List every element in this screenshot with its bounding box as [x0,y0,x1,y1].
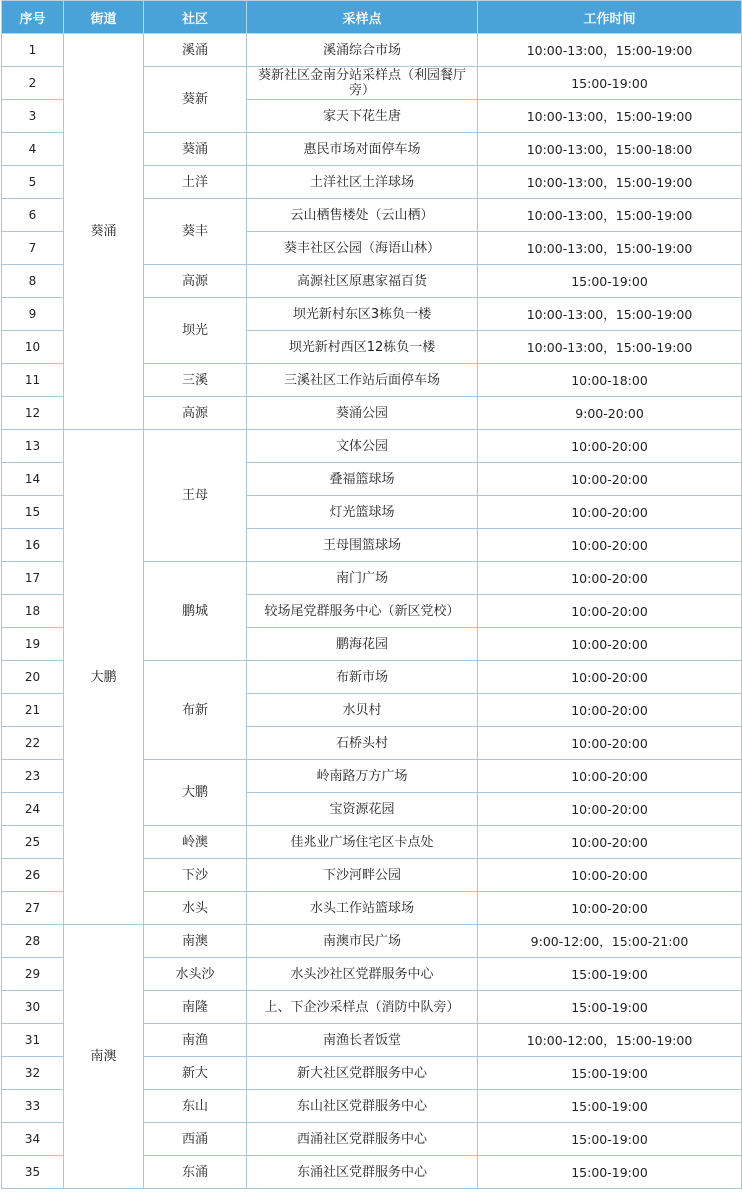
sampling-site-cell: 较场尾党群服务中心（新区党校） [247,595,478,628]
sampling-site-cell: 坝光新村东区3栋负一楼 [247,298,478,331]
community-cell: 坝光 [144,298,247,364]
row-number-cell: 19 [2,628,64,661]
sampling-site-cell: 家天下花生唐 [247,100,478,133]
sampling-site-cell: 南门广场 [247,562,478,595]
community-cell: 葵新 [144,67,247,133]
working-hours-cell: 10:00-20:00 [478,529,742,562]
sampling-site-cell: 三溪社区工作站后面停车场 [247,364,478,397]
community-cell: 高源 [144,397,247,430]
working-hours-cell: 10:00-20:00 [478,430,742,463]
row-number-cell: 21 [2,694,64,727]
community-cell: 东山 [144,1090,247,1123]
community-cell: 溪涌 [144,34,247,67]
working-hours-cell: 10:00-13:00，15:00-19:00 [478,100,742,133]
street-cell: 大鹏 [64,430,144,925]
working-hours-cell: 10:00-20:00 [478,727,742,760]
row-number-cell: 5 [2,166,64,199]
row-number-cell: 32 [2,1057,64,1090]
working-hours-cell: 10:00-20:00 [478,760,742,793]
sampling-site-cell: 东山社区党群服务中心 [247,1090,478,1123]
community-cell: 东涌 [144,1156,247,1189]
sampling-site-cell: 高源社区原惠家福百货 [247,265,478,298]
community-cell: 南澳 [144,925,247,958]
working-hours-cell: 10:00-13:00，15:00-19:00 [478,199,742,232]
row-number-cell: 28 [2,925,64,958]
sampling-site-cell: 岭南路万方广场 [247,760,478,793]
row-number-cell: 13 [2,430,64,463]
working-hours-cell: 10:00-12:00，15:00-19:00 [478,1024,742,1057]
community-cell: 王母 [144,430,247,562]
sampling-site-cell: 葵新社区金南分站采样点（利园餐厅旁） [247,67,478,100]
header-working-hours: 工作时间 [478,1,742,34]
sampling-site-cell: 葵丰社区公园（海语山林） [247,232,478,265]
sampling-site-cell: 坝光新村西区12栋负一楼 [247,331,478,364]
sampling-site-cell: 下沙河畔公园 [247,859,478,892]
sampling-site-cell: 文体公园 [247,430,478,463]
row-number-cell: 23 [2,760,64,793]
header-community: 社区 [144,1,247,34]
community-cell: 岭澳 [144,826,247,859]
working-hours-cell: 9:00-12:00，15:00-21:00 [478,925,742,958]
working-hours-cell: 10:00-20:00 [478,661,742,694]
working-hours-cell: 10:00-20:00 [478,562,742,595]
sampling-site-cell: 灯光篮球场 [247,496,478,529]
row-number-cell: 20 [2,661,64,694]
community-cell: 南渔 [144,1024,247,1057]
row-number-cell: 7 [2,232,64,265]
row-number-cell: 16 [2,529,64,562]
sampling-site-cell: 叠福篮球场 [247,463,478,496]
header-number: 序号 [2,1,64,34]
working-hours-cell: 10:00-20:00 [478,595,742,628]
row-number-cell: 14 [2,463,64,496]
sampling-site-cell: 宝资源花园 [247,793,478,826]
sampling-site-cell: 王母围篮球场 [247,529,478,562]
row-number-cell: 2 [2,67,64,100]
row-number-cell: 35 [2,1156,64,1189]
community-cell: 水头沙 [144,958,247,991]
row-number-cell: 27 [2,892,64,925]
working-hours-cell: 9:00-20:00 [478,397,742,430]
community-cell: 葵丰 [144,199,247,265]
community-cell: 大鹏 [144,760,247,826]
row-number-cell: 10 [2,331,64,364]
row-number-cell: 34 [2,1123,64,1156]
row-number-cell: 30 [2,991,64,1024]
working-hours-cell: 15:00-19:00 [478,1123,742,1156]
row-number-cell: 11 [2,364,64,397]
row-number-cell: 17 [2,562,64,595]
sampling-site-cell: 东涌社区党群服务中心 [247,1156,478,1189]
community-cell: 西涌 [144,1123,247,1156]
working-hours-cell: 10:00-20:00 [478,694,742,727]
community-cell: 新大 [144,1057,247,1090]
sampling-site-cell: 水头沙社区党群服务中心 [247,958,478,991]
working-hours-cell: 15:00-19:00 [478,67,742,100]
working-hours-cell: 10:00-18:00 [478,364,742,397]
community-cell: 高源 [144,265,247,298]
table-body [2,34,742,1189]
working-hours-cell: 15:00-19:00 [478,1090,742,1123]
sampling-site-cell: 布新市场 [247,661,478,694]
sampling-site-cell: 葵涌公园 [247,397,478,430]
working-hours-cell: 10:00-13:00，15:00-19:00 [478,298,742,331]
sampling-site-cell: 惠民市场对面停车场 [247,133,478,166]
row-number-cell: 25 [2,826,64,859]
sampling-site-cell: 佳兆业广场住宅区卡点处 [247,826,478,859]
row-number-cell: 12 [2,397,64,430]
row-number-cell: 33 [2,1090,64,1123]
sampling-site-cell: 南澳市民广场 [247,925,478,958]
working-hours-cell: 10:00-13:00，15:00-19:00 [478,34,742,67]
working-hours-cell: 10:00-20:00 [478,793,742,826]
community-cell: 下沙 [144,859,247,892]
row-number-cell: 24 [2,793,64,826]
row-number-cell: 22 [2,727,64,760]
working-hours-cell: 10:00-20:00 [478,859,742,892]
community-cell: 鹏城 [144,562,247,661]
sampling-site-cell: 西涌社区党群服务中心 [247,1123,478,1156]
row-number-cell: 18 [2,595,64,628]
sampling-schedule-table [1,0,742,1189]
sampling-site-cell: 水头工作站篮球场 [247,892,478,925]
row-number-cell: 4 [2,133,64,166]
table-row [2,925,742,958]
sampling-site-cell: 南渔长者饭堂 [247,1024,478,1057]
working-hours-cell: 10:00-13:00，15:00-19:00 [478,166,742,199]
community-cell: 土洋 [144,166,247,199]
working-hours-cell: 10:00-13:00，15:00-19:00 [478,232,742,265]
working-hours-cell: 10:00-20:00 [478,892,742,925]
row-number-cell: 6 [2,199,64,232]
community-cell: 葵涌 [144,133,247,166]
working-hours-cell: 15:00-19:00 [478,958,742,991]
working-hours-cell: 15:00-19:00 [478,991,742,1024]
working-hours-cell: 15:00-19:00 [478,1057,742,1090]
working-hours-cell: 10:00-20:00 [478,463,742,496]
street-cell: 南澳 [64,925,144,1189]
row-number-cell: 1 [2,34,64,67]
working-hours-cell: 10:00-20:00 [478,826,742,859]
row-number-cell: 8 [2,265,64,298]
community-cell: 水头 [144,892,247,925]
working-hours-cell: 10:00-13:00，15:00-18:00 [478,133,742,166]
sampling-site-cell: 石桥头村 [247,727,478,760]
street-cell: 葵涌 [64,34,144,430]
sampling-site-cell: 鹏海花园 [247,628,478,661]
table-header-row [2,1,742,34]
table-row [2,34,742,67]
sampling-site-cell: 土洋社区土洋球场 [247,166,478,199]
header-sampling-site: 采样点 [247,1,478,34]
row-number-cell: 3 [2,100,64,133]
community-cell: 布新 [144,661,247,760]
row-number-cell: 31 [2,1024,64,1057]
header-street: 街道 [64,1,144,34]
working-hours-cell: 10:00-20:00 [478,628,742,661]
table-row [2,430,742,463]
sampling-site-cell: 上、下企沙采样点（消防中队旁） [247,991,478,1024]
community-cell: 三溪 [144,364,247,397]
row-number-cell: 9 [2,298,64,331]
sampling-site-cell: 水贝村 [247,694,478,727]
sampling-site-cell: 溪涌综合市场 [247,34,478,67]
working-hours-cell: 10:00-13:00，15:00-19:00 [478,331,742,364]
community-cell: 南隆 [144,991,247,1024]
row-number-cell: 26 [2,859,64,892]
sampling-site-cell: 新大社区党群服务中心 [247,1057,478,1090]
working-hours-cell: 15:00-19:00 [478,1156,742,1189]
sampling-site-cell: 云山栖售楼处（云山栖） [247,199,478,232]
working-hours-cell: 15:00-19:00 [478,265,742,298]
row-number-cell: 15 [2,496,64,529]
working-hours-cell: 10:00-20:00 [478,496,742,529]
row-number-cell: 29 [2,958,64,991]
